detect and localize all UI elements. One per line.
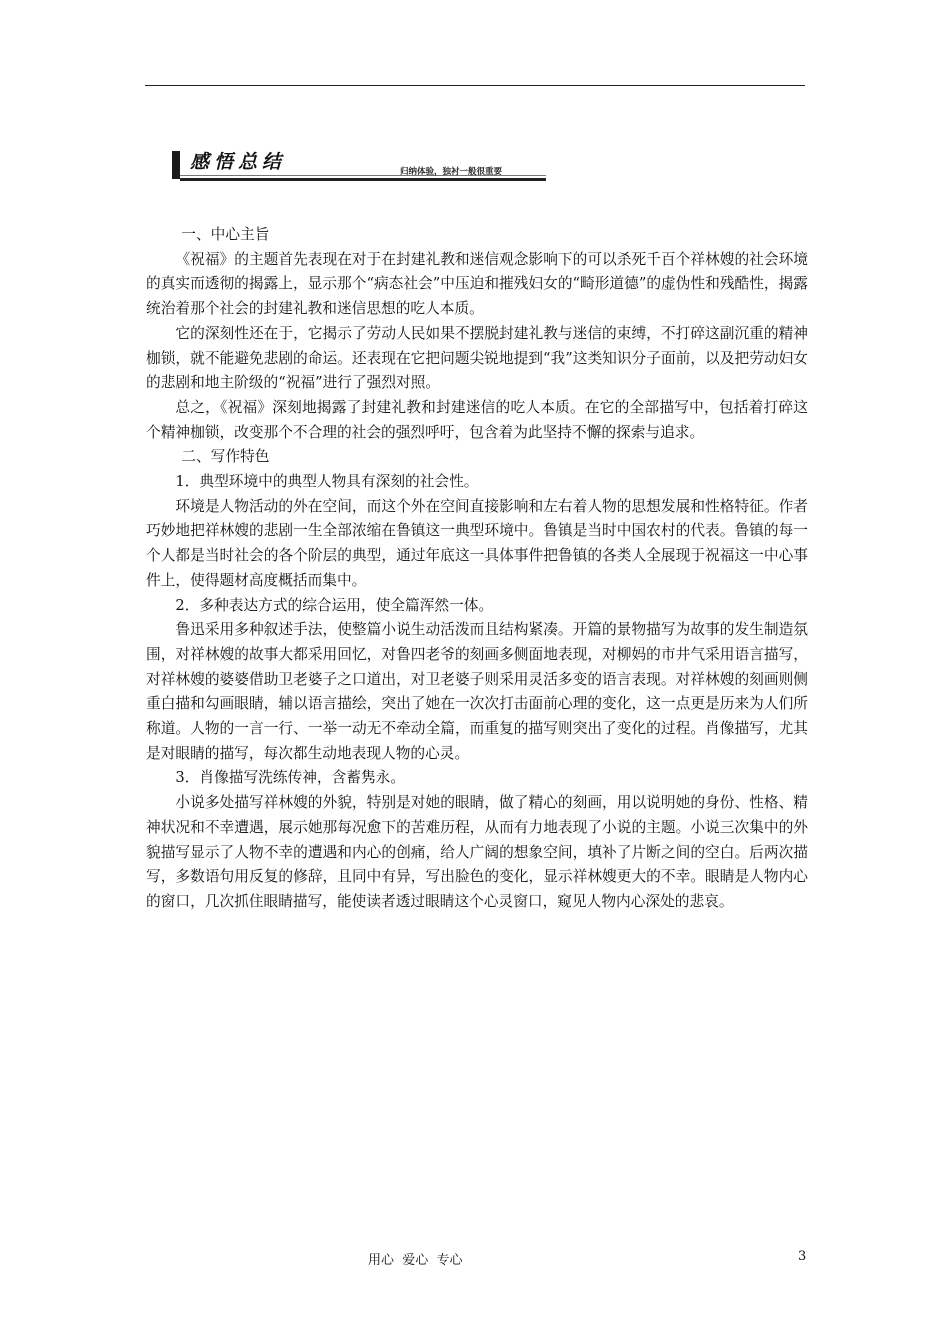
banner-bar bbox=[172, 151, 180, 179]
section-heading-features: 二、写作特色 bbox=[181, 448, 270, 466]
banner-subtitle: 归纳体验，独衬一般很重要 bbox=[400, 167, 503, 177]
paragraph: 总之，《祝福》深刻地揭露了封建礼教和封建迷信的吃人本质。在它的全部描写中，包括着打碎这个精神枷锁，改变那个不合理的社会的强烈呼吁，包含着为此坚持不懈的探索与追求。 bbox=[146, 398, 808, 441]
section-heading-theme: 一、中心主旨 bbox=[181, 226, 270, 243]
paragraph: 它的深刻性还在于，它揭示了劳动人民如果不摆脱封建礼教与迷信的束缚，不打碎这副沉重的精神枷锁，就不能避免悲剧的命运。还表现在它把问题尖锐地提到“我”这类知识分子面前，以及把劳动妇女的悲剧和地主阶级的“祝福”进行了强烈对照。 bbox=[146, 324, 808, 392]
page-number: 3 bbox=[798, 1249, 807, 1264]
document-body bbox=[146, 223, 808, 915]
banner-underline bbox=[180, 178, 546, 181]
paragraph: 环境是人物活动的外在空间，而这个外在空间直接影响和左右着人物的思想发展和性格特征。作者巧妙地把祥林嫂的悲剧一生全部浓缩在鲁镇这一典型环境中。鲁镇是当时中国农村的代表。鲁镇的每一个人都是当时社会的各个阶层的典型，通过年底这一具体事件把鲁镇的各类人全展现于祝福这一中心事件上，使得题材高度概括而集中。 bbox=[146, 497, 808, 589]
footer-motto: 用心 爱心 专心 bbox=[368, 1253, 463, 1268]
paragraph: 鲁迅采用多种叙述手法，使整篇小说生动活泼而且结构紧凑。开篇的景物描写为故事的发生制造氛围，对祥林嫂的故事大都采用回忆，对鲁四老爷的刻画多侧面地表现，对柳妈的市井气采用语言描写，对祥林嫂的婆婆借助卫老婆子之口道出，对卫老婆子则采用灵活多变的语言表现。对祥林嫂的刻画则侧重白描和勾画眼睛，辅以语言描绘，突出了她在一次次打击面前心理的变化，这一点更是历来为人们所称道。人物的一言一行、一举一动无不牵动全篇，而重复的描写则突出了变化的过程。肖像描写，尤其是对眼睛的描写，每次都生动地表现人物的心灵。 bbox=[146, 621, 808, 762]
page-footer bbox=[0, 1249, 950, 1269]
subheading: 2．多种表达方式的综合运用，使全篇浑然一体。 bbox=[175, 596, 494, 614]
paragraph: 小说多处描写祥林嫂的外貌，特别是对她的眼睛，做了精心的刻画，用以说明她的身份、性格、精神状况和不幸遭遇，展示她那每况愈下的苦难历程，从而有力地表现了小说的主题。小说三次集中的外貌描写显示了人物不幸的遭遇和内心的创痛，给人广阔的想象空间，填补了片断之间的空白。后两次描写，多数语句用反复的修辞，且同中有异，写出脸色的变化，显示祥林嫂更大的不幸。眼睛是人物内心的窗口，几次抓住眼睛描写，能使读者透过眼睛这个心灵窗口，窥见人物内心深处的悲哀。 bbox=[146, 794, 808, 910]
paragraph: 《祝福》的主题首先表现在对于在封建礼教和迷信观念影响下的可以杀死千百个祥林嫂的社会环境的真实而透彻的揭露上，显示那个“病态社会”中压迫和摧残妇女的“畸形道德”的虚伪性和残酷性，揭露统治着那个社会的封建礼教和迷信思想的吃人本质。 bbox=[146, 250, 808, 318]
banner-title: 感悟总结 bbox=[190, 151, 287, 173]
header-rule bbox=[145, 85, 805, 86]
subheading: 3．肖像描写洗练传神，含蓄隽永。 bbox=[175, 769, 406, 787]
section-banner bbox=[172, 145, 546, 183]
subheading: 1．典型环境中的典型人物具有深刻的社会性。 bbox=[175, 473, 479, 491]
